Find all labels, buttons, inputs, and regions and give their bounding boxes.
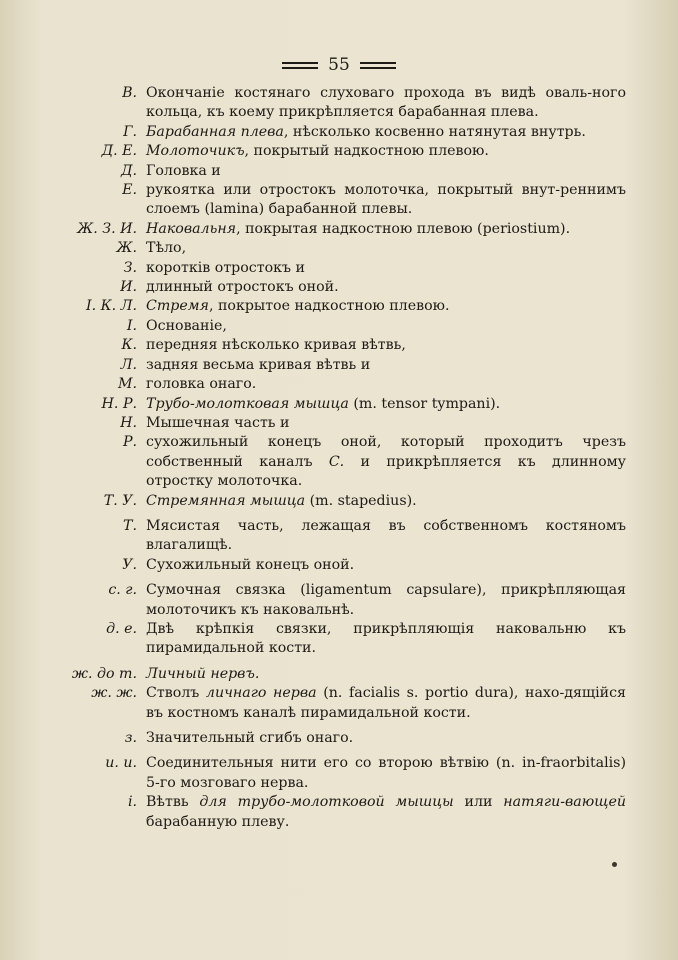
- entry-term: для трубо-молотковой мышцы: [199, 794, 454, 811]
- entry-key: д. е.: [106, 620, 137, 637]
- paper-speck: [612, 862, 617, 867]
- entry-text-part: Значительный сгибъ онаго.: [146, 730, 354, 746]
- entry-row: [0, 142, 678, 161]
- entry-text: [146, 84, 626, 123]
- entry-text-part: Соединительныя нити его со второю вѣтвію (n. in-fraorbitalis) 5-го мозговаго нерва.: [146, 755, 626, 791]
- entry-row: [0, 123, 678, 142]
- entry-text: [146, 297, 626, 316]
- entry-row: [0, 162, 678, 181]
- entry-text-part: Головка и: [146, 162, 221, 179]
- page-header: [0, 52, 678, 78]
- entry-text-part: длинный отростокъ оной.: [146, 279, 339, 296]
- entry-key: З.: [123, 259, 137, 276]
- entry-text: [146, 433, 626, 491]
- entry-key: Н. Р.: [101, 395, 137, 412]
- entry-key: Т. У.: [103, 492, 137, 509]
- entry-text: [146, 492, 626, 511]
- entry-row: [0, 620, 678, 659]
- entry-key: с. г.: [108, 582, 137, 599]
- entry-row: [0, 581, 678, 620]
- entry-text-part: Стволъ: [146, 685, 206, 702]
- entry-text-part: Вѣтвь: [146, 794, 200, 811]
- entry-key: У.: [122, 556, 137, 573]
- entry-text-part: Сумочная связка (ligamentum capsulare), прикрѣпляющая молоточикъ къ наковальнѣ.: [146, 582, 626, 618]
- entry-key: ж. ж.: [91, 685, 137, 702]
- entry-text: [146, 620, 626, 659]
- entry-text-part: (m. tensor tympani).: [348, 395, 501, 412]
- entry-text-part: Окончаніе костянаго слуховаго прохода въ видѣ оваль-ного кольца, къ коему прикрѣпляется барабанная плева.: [146, 85, 626, 121]
- entry-term: Трубо-молотковая мышца: [146, 395, 349, 412]
- entry-key: Л.: [120, 356, 137, 373]
- entry-row: [0, 556, 678, 575]
- entry-key: Г.: [123, 123, 137, 140]
- entry-text: [146, 162, 626, 181]
- entry-text: [146, 259, 626, 278]
- entry-text-part: коротків отростокъ и: [146, 259, 305, 276]
- entry-text-part: передняя нѣсколько кривая вѣтвь,: [146, 337, 406, 354]
- entry-text-part: рукоятка или отростокъ молоточка, покрытый внут-реннимъ слоемъ (lamina) барабанной плевы.: [146, 182, 626, 218]
- entry-key: Д. Е.: [101, 143, 137, 160]
- entry-key: Ж. З. И.: [77, 220, 137, 237]
- entry-row: [0, 665, 678, 684]
- entry-text: [146, 181, 626, 220]
- entry-key: з.: [124, 730, 137, 746]
- entry-text-part: Двѣ крѣпкія связки, прикрѣпляющія наковальню къ пирамидальной кости.: [146, 620, 626, 657]
- entry-text: [146, 375, 626, 394]
- entry-text: [146, 414, 626, 433]
- entry-row: [0, 239, 678, 258]
- entry-key: М.: [117, 376, 137, 393]
- entry-row: [0, 297, 678, 316]
- entry-key: Д.: [120, 162, 137, 179]
- entry-row: [0, 220, 678, 239]
- entry-key: и. и.: [105, 755, 137, 772]
- entry-text: [146, 581, 626, 620]
- entry-row: [0, 84, 678, 123]
- entry-text-part: и прикрѣпляется къ длинному отростку молоточка.: [146, 453, 626, 490]
- entry-text: [146, 220, 626, 239]
- entry-text: [146, 729, 626, 748]
- entry-text-part: , покрытая надкостною плевою (periostium).: [236, 220, 571, 237]
- entry-list: [0, 84, 678, 832]
- entry-row: [0, 754, 678, 793]
- entry-row: [0, 492, 678, 511]
- entry-row: [0, 317, 678, 336]
- entry-row: [0, 793, 678, 832]
- entry-text: [146, 336, 626, 355]
- entry-text-part: , нѣсколько косвенно натянутая внутрь.: [283, 123, 586, 140]
- entry-row: [0, 356, 678, 375]
- entry-text-part: сухожильный конецъ оной, который проходитъ чрезъ собственный каналъ: [146, 434, 626, 470]
- entry-text-part: головка онаго.: [146, 376, 257, 393]
- entry-term: Стремя: [146, 298, 209, 315]
- entry-key: К.: [121, 337, 137, 354]
- entry-term: Стремянная мышца: [146, 492, 306, 509]
- entry-key: Н.: [120, 414, 137, 431]
- entry-term: Личный нервъ.: [146, 665, 260, 682]
- entry-key: і.: [127, 794, 137, 811]
- entry-row: [0, 259, 678, 278]
- entry-key: ж. до т.: [71, 665, 137, 682]
- entry-term: С.: [328, 453, 345, 470]
- entry-text: [146, 317, 626, 336]
- entry-term: Барабанная плева: [146, 123, 284, 140]
- entry-text-part: , покрытый надкостною плевою.: [244, 143, 489, 160]
- entry-text-part: Тѣло,: [146, 240, 187, 257]
- entry-row: [0, 684, 678, 723]
- entry-key: І.: [126, 317, 137, 334]
- entry-text-part: (n. facialis s. portio dura), нахо-дящійся въ костномъ каналѣ пирамидальной кости.: [146, 685, 627, 721]
- entry-row: [0, 336, 678, 355]
- entry-text-part: или: [453, 794, 504, 811]
- header-rule-left: [282, 62, 318, 69]
- page-number: 55: [328, 54, 350, 75]
- entry-row: [0, 517, 678, 556]
- entry-text: [146, 239, 626, 258]
- entry-term: личнаго нерва: [205, 685, 317, 702]
- entry-text: [146, 556, 626, 575]
- entry-text-part: , покрытое надкостною плевою.: [208, 298, 450, 315]
- entry-text-part: задняя весьма кривая вѣтвь и: [146, 356, 371, 373]
- entry-text: [146, 142, 626, 161]
- entry-text: [146, 395, 626, 414]
- entry-text: [146, 278, 626, 297]
- entry-text-part: Сухожильный конецъ оной.: [146, 556, 355, 573]
- entry-key: Т.: [123, 517, 137, 534]
- header-rule-right: [360, 62, 396, 69]
- entry-key: И.: [120, 279, 137, 296]
- entry-row: [0, 729, 678, 748]
- entry-row: [0, 395, 678, 414]
- entry-key: Е.: [122, 182, 137, 199]
- entry-term: натяги-вающей: [503, 794, 626, 811]
- entry-text: [146, 793, 626, 832]
- entry-row: [0, 414, 678, 433]
- entry-key: В.: [122, 85, 137, 101]
- entry-row: [0, 181, 678, 220]
- entry-text: [146, 123, 626, 142]
- entry-text-part: Мышечная часть и: [146, 414, 290, 431]
- entry-text: [146, 684, 626, 723]
- entry-text: [146, 517, 626, 556]
- entry-key: І. К. Л.: [86, 298, 137, 315]
- entry-key: Р.: [122, 434, 137, 451]
- entry-row: [0, 278, 678, 297]
- entry-key: Ж.: [116, 240, 137, 257]
- entry-text-part: Основаніе,: [146, 317, 227, 334]
- entry-text: [146, 356, 626, 375]
- entry-text-part: барабанную плеву.: [146, 813, 290, 830]
- entry-term: Наковальня: [146, 220, 237, 237]
- entry-text-part: Мясистая часть, лежащая въ собственномъ костяномъ влагалищѣ.: [146, 517, 626, 554]
- entry-term: Молоточикъ: [146, 143, 245, 160]
- entry-row: [0, 433, 678, 491]
- entry-text: [146, 665, 626, 684]
- entry-row: [0, 375, 678, 394]
- entry-text-part: (m. stapedius).: [305, 492, 417, 509]
- entry-text: [146, 754, 626, 793]
